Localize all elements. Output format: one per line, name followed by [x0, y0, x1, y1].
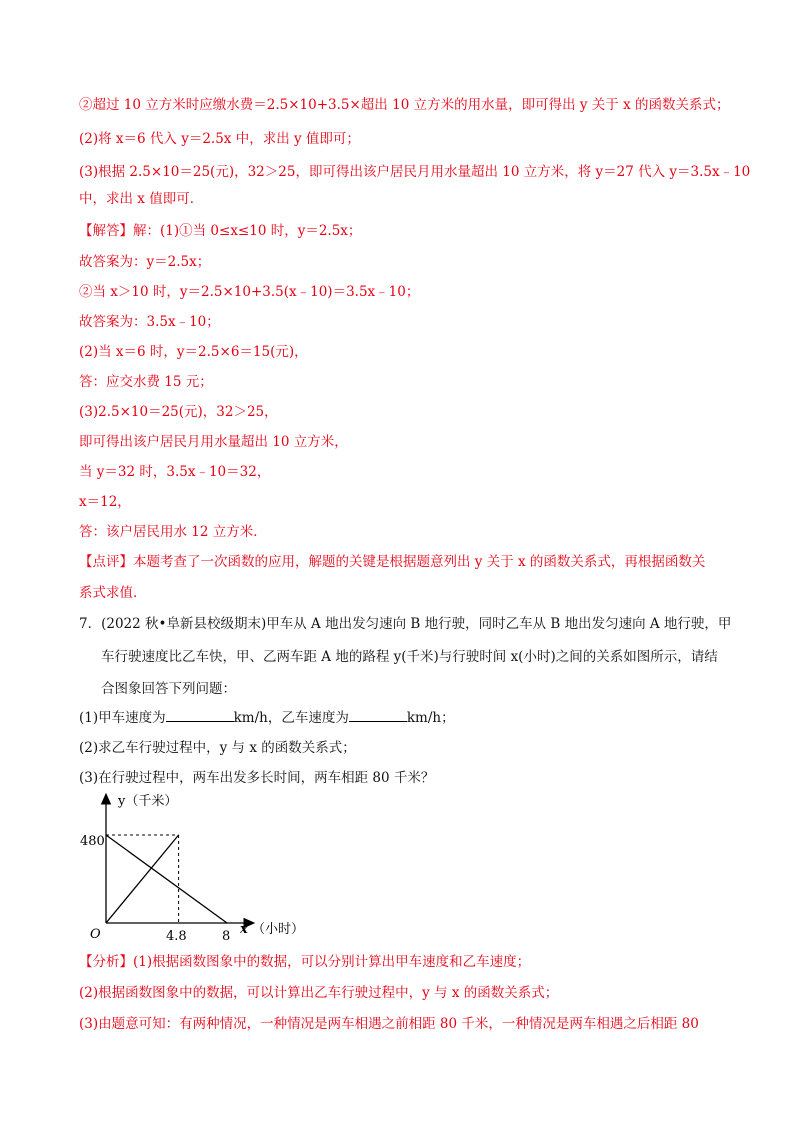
y-axis-label: y（千米） — [118, 794, 178, 809]
series-line-2 — [106, 835, 227, 923]
y-tick-480: 480 — [80, 834, 105, 849]
analysis7-line-1: 【分析】(1)根据函数图象中的数据，可以分别计算出甲车速度和乙车速度； — [79, 954, 531, 970]
analysis-line-2: (2)将 x＝6 代入 y＝2.5x 中，求出 y 值即可； — [79, 131, 360, 147]
analysis7-line-3: (3)由题意可知：有两种情况，一种情况是两车相遇之前相距 80 千米，一种情况是两车相遇之后相距 80 — [79, 1016, 699, 1032]
question7-line-2: 车行驶速度比乙车快，甲、乙两车距 A 地的路程 y(千米)与行驶时间 x(小时)之间的关系如图所示，请结 — [101, 649, 718, 665]
comment-line-1: 【点评】本题考查了一次函数的应用，解题的关键是根据题意列出 y 关于 x 的函数关系式，再根据函数关 — [79, 554, 706, 570]
question7-part2: (2)求乙车行驶过程中，y 与 x 的函数关系式； — [79, 740, 356, 756]
solution-line-3: ②当 x＞10 时，y＝2.5×10+3.5(x﹣10)＝3.5x﹣10； — [79, 284, 420, 300]
part1-unit1: km/h，乙车速度为 — [233, 710, 349, 726]
blank-car-a-speed[interactable] — [166, 707, 234, 722]
question7-line-1: 7．(2022 秋•阜新县校级期末)甲车从 A 地出发匀速向 B 地行驶，同时乙车从 B 地出发匀速向 A 地行驶，甲 — [79, 616, 732, 632]
question7-line-3: 合图象回答下列问题： — [101, 681, 236, 697]
comment-line-2: 系式求值． — [79, 585, 147, 601]
solution-line-2: 故答案为：y＝2.5x； — [79, 254, 211, 270]
x-tick-4-8: 4.8 — [166, 929, 187, 944]
solution-line-6: 答：应交水费 15 元； — [79, 374, 213, 390]
solution-line-5: (2)当 x＝6 时，y＝2.5×6＝15(元)， — [79, 344, 308, 360]
blank-car-b-speed[interactable] — [349, 707, 407, 722]
analysis-line-3b: 中，求出 x 值即可． — [79, 191, 204, 207]
x-axis-var: x — [240, 922, 248, 937]
x-tick-8: 8 — [222, 929, 231, 944]
question7-part3: (3)在行驶过程中，两车出发多长时间，两车相距 80 千米？ — [79, 770, 435, 786]
analysis-line-circle2: ②超过 10 立方米时应缴水费＝2.5×10+3.5×超出 10 立方米的用水量，即可得出 y 关于 x 的函数关系式； — [79, 97, 730, 113]
solution-line-4: 故答案为：3.5x﹣10； — [79, 314, 220, 330]
solution-line-1: 【解答】解：(1)①当 0≤x≤10 时，y＝2.5x； — [79, 223, 362, 239]
solution-line-7: (3)2.5×10＝25(元)，32＞25， — [79, 404, 278, 420]
series-line-1 — [106, 835, 179, 923]
analysis7-line-2: (2)根据函数图象中的数据，可以计算出乙车行驶过程中，y 与 x 的函数关系式； — [79, 985, 559, 1001]
origin-label: O — [90, 927, 101, 942]
solution-line-10: x＝12， — [79, 494, 131, 510]
analysis-line-3a: (3)根据 2.5×10＝25(元)，32＞25，即可得出该户居民月用水量超出 10 立方米，将 y＝27 代入 y＝3.5x﹣10 — [79, 164, 751, 180]
question7-part1 — [79, 707, 760, 728]
part1-unit2: km/h； — [406, 710, 455, 726]
solution-line-9: 当 y＝32 时，3.5x﹣10＝32， — [79, 464, 271, 480]
part1-label: (1)甲车速度为 — [79, 710, 166, 726]
x-axis-unit: （小时） — [252, 922, 305, 937]
solution-line-8: 即可得出该户居民月用水量超出 10 立方米， — [79, 434, 348, 450]
solution-line-11: 答：该户居民用水 12 立方米． — [79, 524, 267, 540]
chart-marks — [106, 835, 227, 923]
distance-time-graph — [74, 790, 334, 950]
